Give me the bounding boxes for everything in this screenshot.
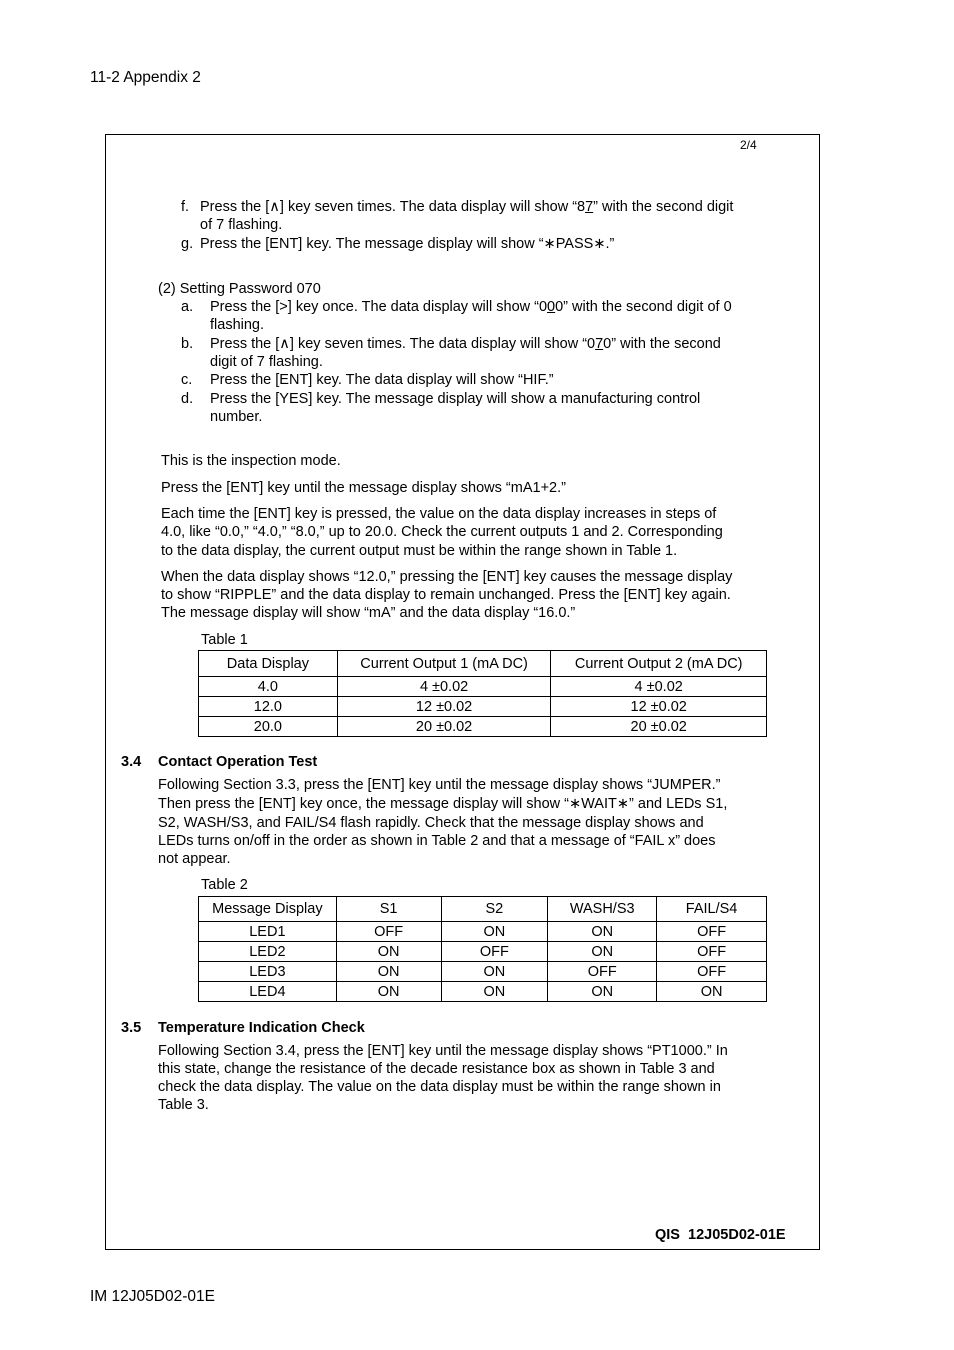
table-header-cell: Current Output 2 (mA DC) — [551, 651, 767, 677]
table-cell: OFF — [441, 942, 548, 962]
step-c-marker: c. — [181, 372, 193, 388]
table-2-caption: Table 2 — [201, 877, 248, 893]
section-3-5-number: 3.5 — [121, 1020, 142, 1036]
table-header-cell: S1 — [336, 897, 441, 922]
table-cell: ON — [441, 982, 548, 1002]
paragraph-3-line-1: Each time the [ENT] key is pressed, the value on the data display increases in steps of — [161, 506, 717, 522]
table-cell: 20 ±0.02 — [551, 717, 767, 737]
section-3-4-title: Contact Operation Test — [158, 754, 318, 770]
table-2 — [198, 896, 767, 1002]
paragraph-4-line-2: to show “RIPPLE” and the data display to remain unchanged. Press the [ENT] key again. — [161, 587, 731, 603]
table-cell: OFF — [336, 922, 441, 942]
step-b-line-1: Press the [∧] key seven times. The data display will show “070” with the second — [210, 336, 721, 352]
table-cell: ON — [336, 982, 441, 1002]
paragraph-1: This is the inspection mode. — [161, 453, 341, 469]
table-row — [199, 717, 767, 737]
table-cell: OFF — [657, 942, 767, 962]
paragraph-3-line-3: to the data display, the current output must be within the range shown in Table 1. — [161, 543, 678, 559]
paragraph-4-line-3: The message display will show “mA” and the data display “16.0.” — [161, 605, 576, 621]
table-cell: LED3 — [199, 962, 337, 982]
table-cell: OFF — [657, 962, 767, 982]
paragraph-4-line-1: When the data display shows “12.0,” pressing the [ENT] key causes the message display — [161, 569, 733, 585]
table-cell: ON — [441, 962, 548, 982]
table-row — [199, 697, 767, 717]
step-d-line-2: number. — [210, 409, 263, 425]
table-header-cell: S2 — [441, 897, 548, 922]
table-cell: ON — [336, 942, 441, 962]
table-cell: ON — [548, 922, 657, 942]
table-cell: ON — [548, 982, 657, 1002]
section-3-4-line-4: LEDs turns on/off in the order as shown in Table 2 and that a message of “FAIL x” does — [158, 833, 716, 849]
table-cell: ON — [657, 982, 767, 1002]
step-a-marker: a. — [181, 299, 194, 315]
step-f-line-1: Press the [∧] key seven times. The data display will show “87” with the second digit — [200, 199, 734, 215]
table-cell: LED2 — [199, 942, 337, 962]
section-3-4-line-1: Following Section 3.3, press the [ENT] key until the message display shows “JUMPER.” — [158, 777, 721, 793]
section-3-5-line-2: this state, change the resistance of the decade resistance box as shown in Table 3 and — [158, 1061, 715, 1077]
table-row — [199, 922, 767, 942]
table-cell: 20.0 — [199, 717, 338, 737]
table-cell: 20 ±0.02 — [337, 717, 551, 737]
paragraph-2: Press the [ENT] key until the message display shows “mA1+2.” — [161, 480, 566, 496]
step-d-line-1: Press the [YES] key. The message display will show a manufacturing control — [210, 391, 701, 407]
table-cell: LED4 — [199, 982, 337, 1002]
table-cell: ON — [441, 922, 548, 942]
table-row — [199, 982, 767, 1002]
table-cell: ON — [336, 962, 441, 982]
page-section-header: 11-2 Appendix 2 — [90, 69, 201, 86]
table-header-cell: Data Display — [199, 651, 338, 677]
table-row — [199, 677, 767, 697]
table-cell: 12 ±0.02 — [551, 697, 767, 717]
paragraph-3-line-2: 4.0, like “0.0,” “4.0,” “8.0,” up to 20.0. Check the current outputs 1 and 2. Corresponding — [161, 524, 723, 540]
table-cell: OFF — [548, 962, 657, 982]
step-b-marker: b. — [181, 336, 194, 352]
table-cell: 4.0 — [199, 677, 338, 697]
step-g-line-1: Press the [ENT] key. The message display will show “∗PASS∗.” — [200, 236, 615, 252]
step-a-line-2: flashing. — [210, 317, 265, 333]
section-3-4-number: 3.4 — [121, 754, 142, 770]
footer-document-id: IM 12J05D02-01E — [90, 1288, 215, 1305]
table-cell: 4 ±0.02 — [551, 677, 767, 697]
step-a-line-1: Press the [>] key once. The data display will show “000” with the second digit of 0 — [210, 299, 732, 315]
section-3-5-title: Temperature Indication Check — [158, 1020, 365, 1036]
table-1 — [198, 650, 767, 737]
section-3-4-line-5: not appear. — [158, 851, 231, 867]
table-cell: 12 ±0.02 — [337, 697, 551, 717]
step-b-line-2: digit of 7 flashing. — [210, 354, 323, 370]
table-1-caption: Table 1 — [201, 632, 248, 648]
section-3-5-line-4: Table 3. — [158, 1097, 209, 1113]
subsection-2-heading: (2) Setting Password 070 — [158, 281, 321, 297]
step-d-marker: d. — [181, 391, 194, 407]
table-row — [199, 942, 767, 962]
page-counter: 2/4 — [740, 138, 757, 152]
step-f-line-2: of 7 flashing. — [200, 217, 283, 233]
table-cell: OFF — [657, 922, 767, 942]
box-document-code: QIS 12J05D02-01E — [655, 1227, 786, 1243]
section-3-5-line-1: Following Section 3.4, press the [ENT] key until the message display shows “PT1000.” In — [158, 1043, 728, 1059]
table-header-cell: FAIL/S4 — [657, 897, 767, 922]
step-f-marker: f. — [181, 199, 190, 215]
section-3-5-line-3: check the data display. The value on the data display must be within the range shown in — [158, 1079, 721, 1095]
table-cell: LED1 — [199, 922, 337, 942]
section-3-4-line-3: S2, WASH/S3, and FAIL/S4 flash rapidly. Check that the message display shows and — [158, 815, 704, 831]
step-c-line-1: Press the [ENT] key. The data display will show “HIF.” — [210, 372, 554, 388]
table-header-cell: Current Output 1 (mA DC) — [337, 651, 551, 677]
table-row — [199, 962, 767, 982]
step-g-marker: g. — [181, 236, 194, 252]
table-header-cell: Message Display — [199, 897, 337, 922]
table-cell: ON — [548, 942, 657, 962]
table-cell: 4 ±0.02 — [337, 677, 551, 697]
table-cell: 12.0 — [199, 697, 338, 717]
section-3-4-line-2: Then press the [ENT] key once, the message display will show “∗WAIT∗” and LEDs S1, — [158, 796, 728, 812]
table-header-cell: WASH/S3 — [548, 897, 657, 922]
